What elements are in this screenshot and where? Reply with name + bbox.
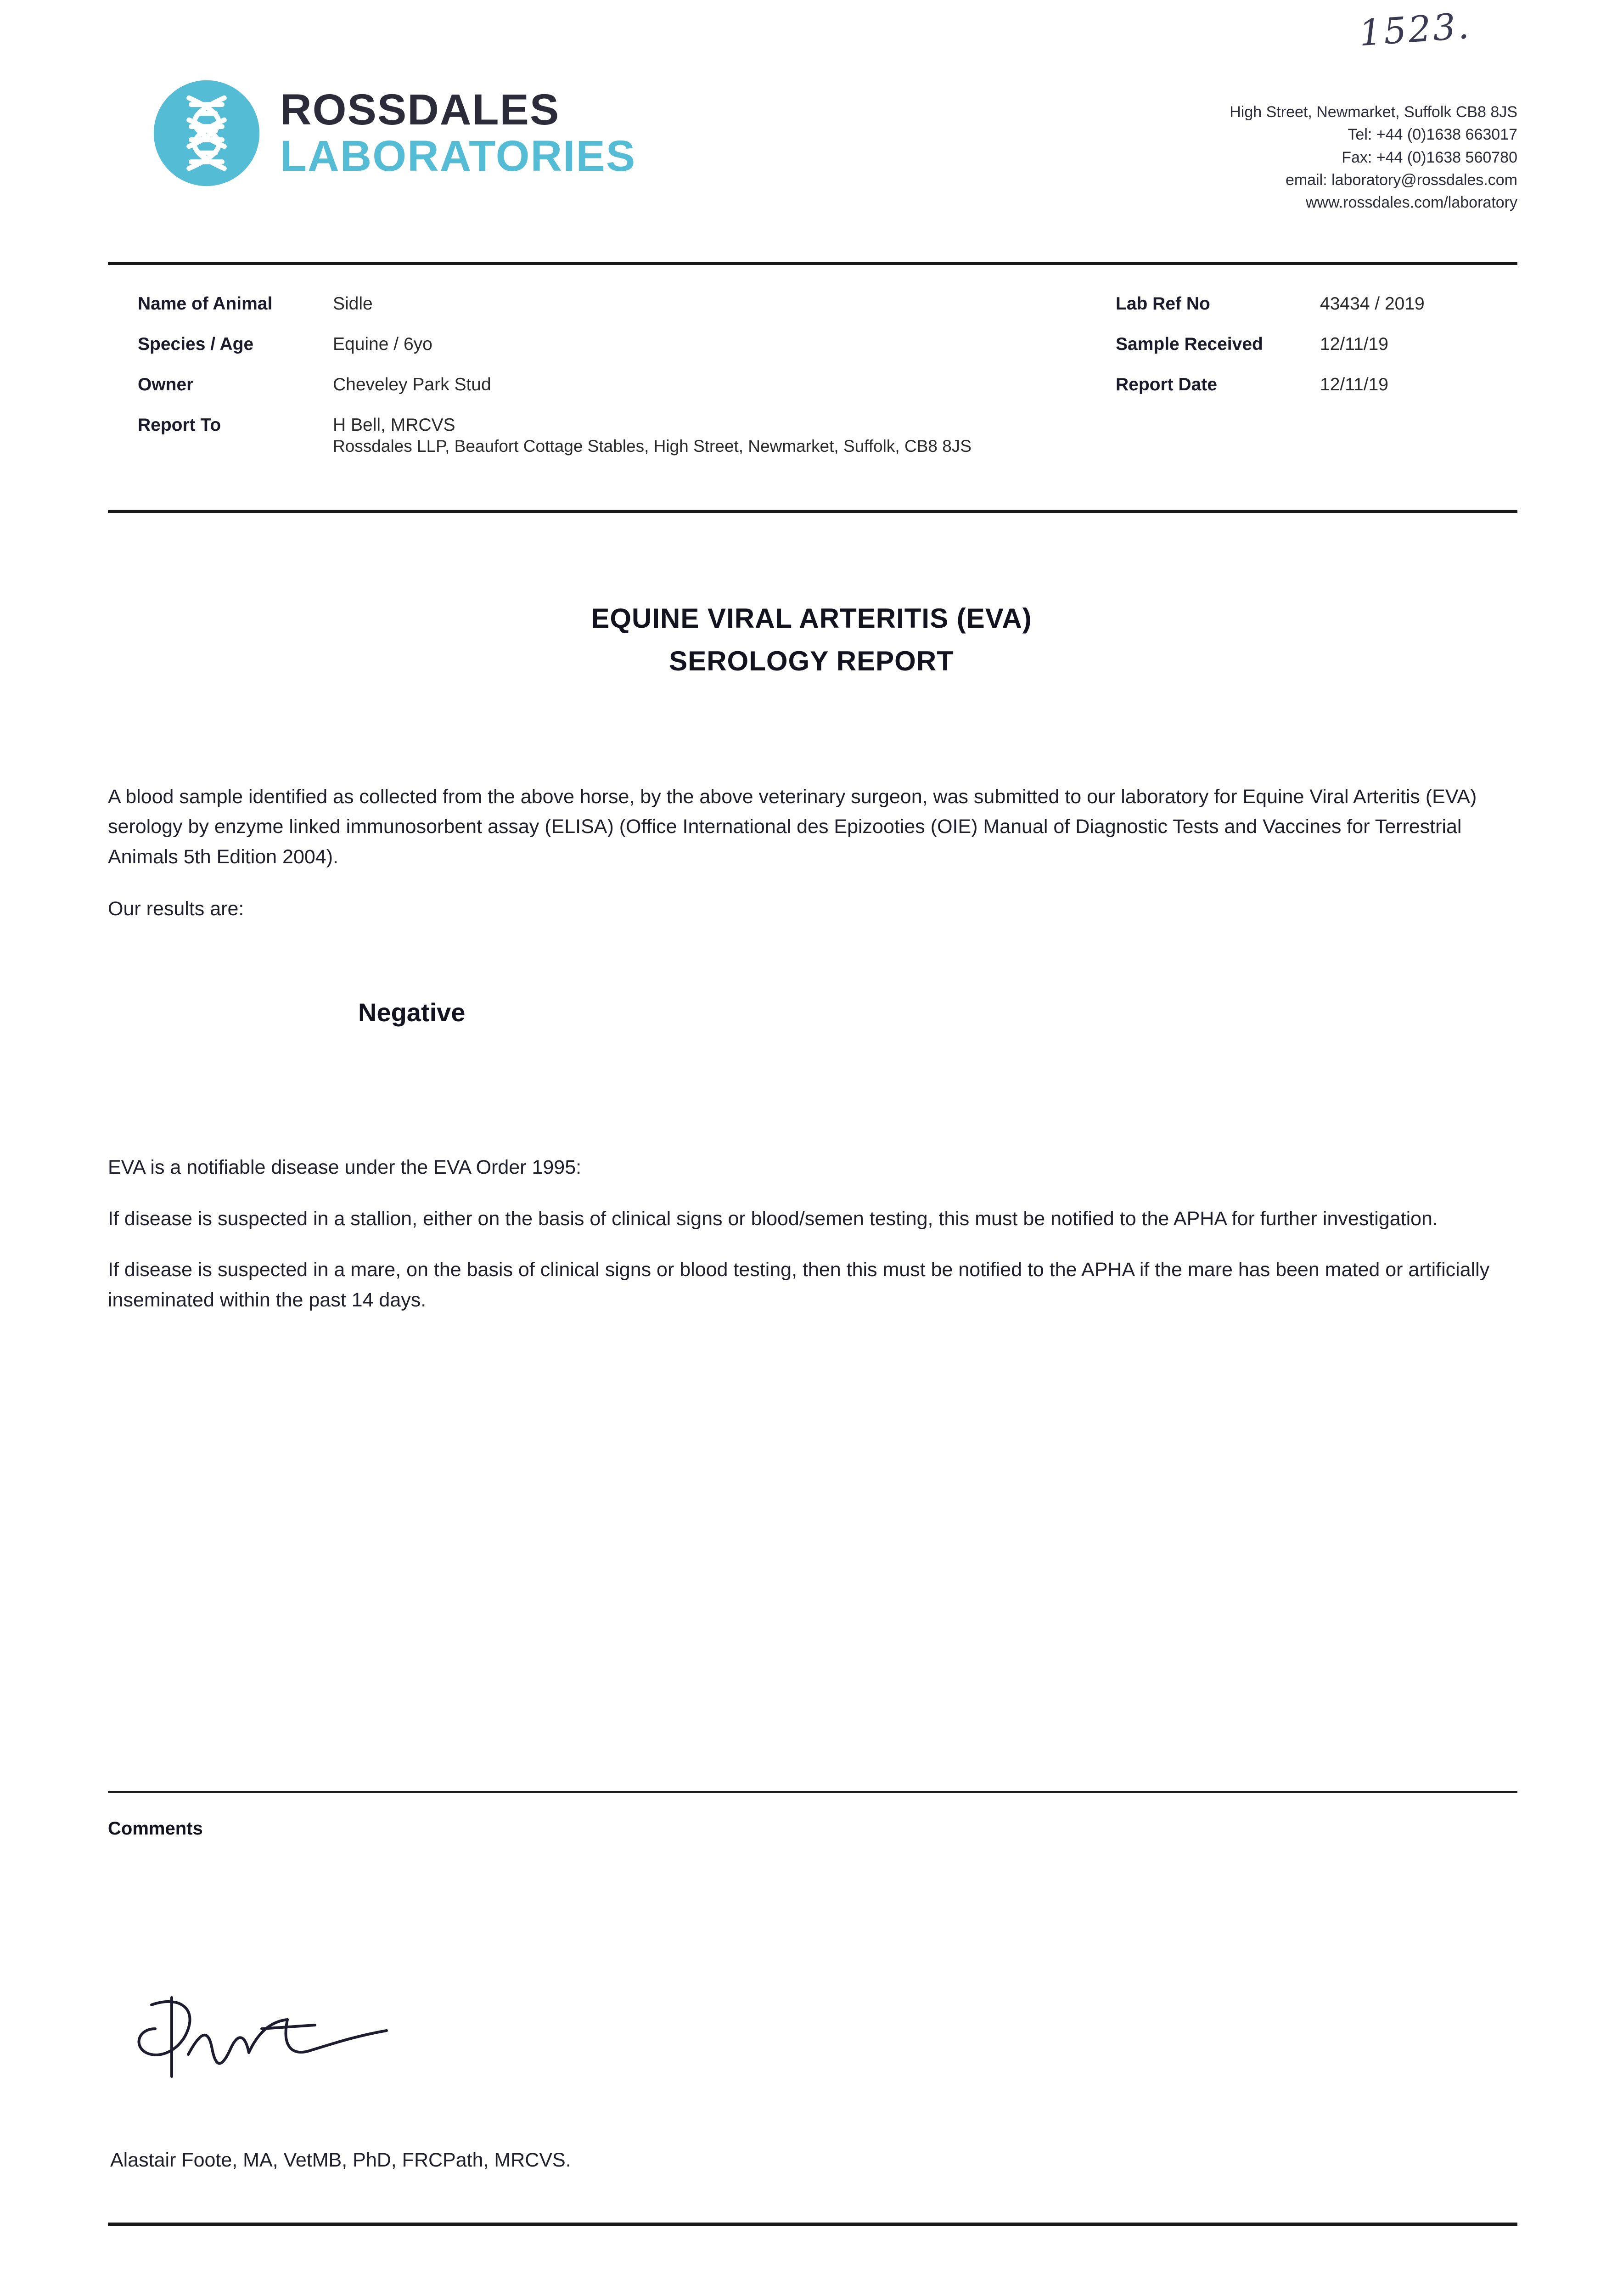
value-sample-received: 12/11/19 [1320, 334, 1388, 354]
report-body [108, 762, 1520, 1336]
value-report-to-address: Rossdales LLP, Beaufort Cottage Stables, High Street, Newmarket, Suffolk, CB8 8JS [333, 437, 972, 456]
comments-label: Comments [108, 1818, 203, 1839]
paragraph-mare-note: If disease is suspected in a mare, on the basis of clinical signs or blood testing, then this must be notified to the APHA if the mare has been mated or artificially inseminated within the past 14 days. [108, 1259, 1490, 1311]
contact-website: www.rossdales.com/laboratory [1305, 194, 1517, 212]
details-row-owner [108, 375, 1517, 415]
value-report-to: H Bell, MRCVS [333, 415, 455, 435]
divider-bottom [108, 2223, 1517, 2226]
brand-name-primary: ROSSDALES [280, 85, 560, 134]
divider-comments-top [108, 1791, 1517, 1793]
label-report-date: Report Date [1116, 375, 1218, 394]
handwritten-signature-icon [124, 1988, 473, 2108]
result-spacer [108, 1027, 1520, 1133]
details-row-report-to [108, 415, 1517, 479]
details-row-species [108, 334, 1517, 375]
label-owner: Owner [138, 375, 194, 394]
label-name-of-animal: Name of Animal [138, 294, 273, 314]
divider-details-bottom [108, 510, 1517, 513]
contact-address: High Street, Newmarket, Suffolk CB8 8JS [1230, 103, 1517, 121]
paragraph-stallion-note: If disease is suspected in a stallion, either on the basis of clinical signs or blood/semen testing, this must be notified to the APHA for further investigation. [108, 1207, 1438, 1230]
contact-email: email: laboratory@rossdales.com [1285, 171, 1517, 189]
paragraph-notifiable-lead: EVA is a notifiable disease under the EVA Order 1995: [108, 1156, 582, 1179]
label-species-age: Species / Age [138, 334, 254, 354]
report-title-line2: SEROLOGY REPORT [669, 646, 954, 676]
contact-tel: Tel: +44 (0)1638 663017 [1348, 126, 1517, 144]
paragraph-intro: A blood sample identified as collected from the above horse, by the above veterinary surgeon, was submitted to our laboratory for Equine Viral Arteritis (EVA) serology by enzyme linked immunosorbent assay (ELISA) (Office International des Epizooties (OIE) Manual of Diagnostic Tests and Vaccines for Terrestrial Animals 5th Edition 2004). [108, 786, 1477, 868]
signer-name: Alastair Foote, MA, VetMB, PhD, FRCPath, MRCVS. [110, 2149, 571, 2171]
divider-top [108, 262, 1517, 265]
value-name-of-animal: Sidle [333, 294, 373, 314]
report-title [0, 597, 1623, 682]
contact-fax: Fax: +44 (0)1638 560780 [1342, 148, 1517, 166]
brand-text [280, 85, 636, 180]
label-report-to: Report To [138, 415, 221, 435]
label-sample-received: Sample Received [1116, 334, 1263, 354]
result-value: Negative [358, 998, 466, 1027]
label-lab-ref-no: Lab Ref No [1116, 294, 1210, 314]
lab-contact-details [1230, 101, 1517, 214]
value-lab-ref-no: 43434 / 2019 [1320, 294, 1425, 314]
document-header [152, 78, 1517, 230]
brand-name-secondary: LABORATORIES [280, 132, 636, 180]
value-report-date: 12/11/19 [1320, 375, 1388, 394]
dna-helix-icon [152, 78, 262, 188]
paragraph-results-lead: Our results are: [108, 898, 244, 920]
brand-lockup [152, 78, 636, 188]
value-species-age: Equine / 6yo [333, 334, 432, 354]
sample-details-block [108, 294, 1517, 479]
handwritten-page-number: 1523. [1358, 5, 1472, 55]
report-title-line1: EQUINE VIRAL ARTERITIS (EVA) [591, 603, 1032, 634]
details-row-animal [108, 294, 1517, 334]
value-owner: Cheveley Park Stud [333, 375, 491, 394]
